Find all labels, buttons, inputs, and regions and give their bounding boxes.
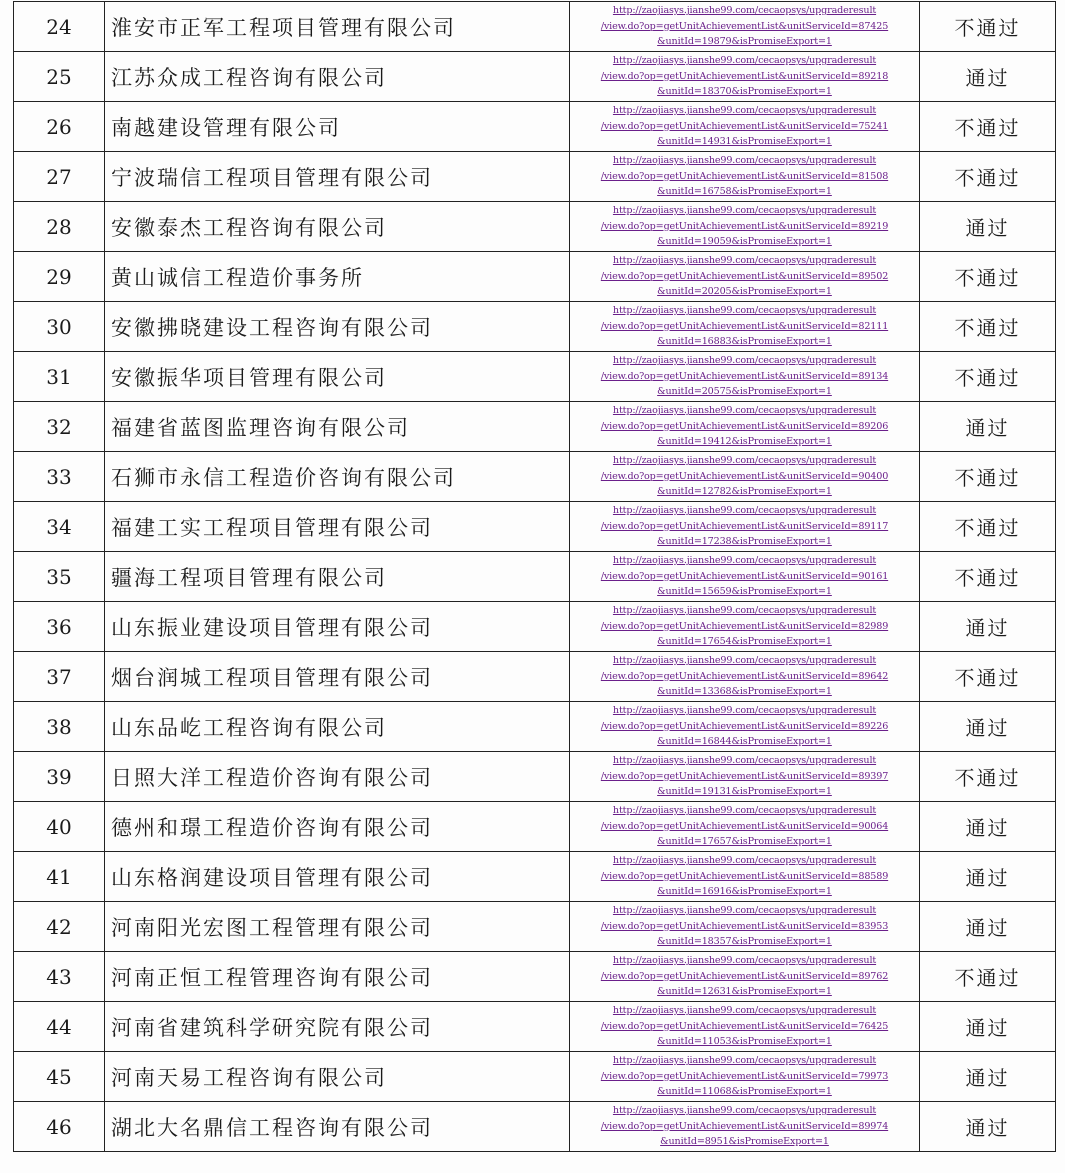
achievement-link-line[interactable]: &unitId=13368&isPromiseExport=1 xyxy=(657,686,832,698)
achievement-link[interactable] xyxy=(570,352,920,402)
company-name: 南越建设管理有限公司 xyxy=(105,102,570,152)
achievement-link-line[interactable]: http://zaojiasys.jianshe99.com/cecaopsys/upgraderesult xyxy=(612,105,877,117)
achievement-link-line[interactable]: http://zaojiasys.jianshe99.com/cecaopsys/upgraderesult xyxy=(612,405,877,417)
achievement-link-line[interactable]: http://zaojiasys.jianshe99.com/cecaopsys/upgraderesult xyxy=(612,1005,877,1017)
achievement-link-line[interactable]: &unitId=19131&isPromiseExport=1 xyxy=(657,786,832,798)
review-result: 不通过 xyxy=(920,302,1056,352)
achievement-link[interactable] xyxy=(570,152,920,202)
review-result: 不通过 xyxy=(920,652,1056,702)
achievement-link[interactable] xyxy=(570,952,920,1002)
row-number: 37 xyxy=(14,652,105,702)
achievement-link-line[interactable]: &unitId=12631&isPromiseExport=1 xyxy=(657,986,832,998)
row-number: 44 xyxy=(14,1002,105,1052)
achievement-link-line[interactable]: http://zaojiasys.jianshe99.com/cecaopsys/upgraderesult xyxy=(612,855,877,867)
review-result: 通过 xyxy=(920,402,1056,452)
achievement-link[interactable] xyxy=(570,1102,920,1152)
row-number: 34 xyxy=(14,502,105,552)
company-name: 山东品屹工程咨询有限公司 xyxy=(105,702,570,752)
table-row xyxy=(14,352,1056,402)
achievement-link-line[interactable]: &unitId=18370&isPromiseExport=1 xyxy=(657,86,832,98)
table-row xyxy=(14,252,1056,302)
company-name: 淮安市正军工程项目管理有限公司 xyxy=(105,2,570,52)
achievement-link[interactable] xyxy=(570,202,920,252)
row-number: 25 xyxy=(14,52,105,102)
achievement-link-line[interactable]: /view.do?op=getUnitAchievementList&unitServiceId=75241 xyxy=(600,120,889,132)
achievement-link-line[interactable]: http://zaojiasys.jianshe99.com/cecaopsys/upgraderesult xyxy=(612,605,877,617)
achievement-link-line[interactable]: http://zaojiasys.jianshe99.com/cecaopsys/upgraderesult xyxy=(612,55,877,67)
achievement-link-line[interactable]: http://zaojiasys.jianshe99.com/cecaopsys/upgraderesult xyxy=(612,755,877,767)
achievement-link[interactable] xyxy=(570,452,920,502)
table-row xyxy=(14,652,1056,702)
row-number: 46 xyxy=(14,1102,105,1152)
table-row xyxy=(14,202,1056,252)
achievement-link-line[interactable]: &unitId=17654&isPromiseExport=1 xyxy=(657,636,832,648)
row-number: 27 xyxy=(14,152,105,202)
achievement-link-line[interactable]: &unitId=16883&isPromiseExport=1 xyxy=(657,336,832,348)
results-table xyxy=(13,1,1056,1152)
achievement-link[interactable] xyxy=(570,1052,920,1102)
table-row xyxy=(14,152,1056,202)
achievement-link-line[interactable]: /view.do?op=getUnitAchievementList&unitServiceId=82989 xyxy=(600,620,889,632)
achievement-link[interactable] xyxy=(570,502,920,552)
row-number: 32 xyxy=(14,402,105,452)
row-number: 28 xyxy=(14,202,105,252)
review-result: 通过 xyxy=(920,802,1056,852)
table-row xyxy=(14,52,1056,102)
achievement-link-line[interactable]: &unitId=8951&isPromiseExport=1 xyxy=(660,1136,829,1148)
achievement-link[interactable] xyxy=(570,852,920,902)
achievement-link-line[interactable]: http://zaojiasys.jianshe99.com/cecaopsys/upgraderesult xyxy=(612,255,877,267)
row-number: 26 xyxy=(14,102,105,152)
achievement-link-line[interactable]: /view.do?op=getUnitAchievementList&unitServiceId=89219 xyxy=(600,220,889,232)
achievement-link-line[interactable]: http://zaojiasys.jianshe99.com/cecaopsys/upgraderesult xyxy=(612,305,877,317)
achievement-link-line[interactable]: http://zaojiasys.jianshe99.com/cecaopsys/upgraderesult xyxy=(612,505,877,517)
company-name: 河南天易工程咨询有限公司 xyxy=(105,1052,570,1102)
row-number: 43 xyxy=(14,952,105,1002)
achievement-link[interactable] xyxy=(570,602,920,652)
row-number: 40 xyxy=(14,802,105,852)
row-number: 45 xyxy=(14,1052,105,1102)
achievement-link-line[interactable]: /view.do?op=getUnitAchievementList&unitServiceId=90161 xyxy=(600,570,889,582)
row-number: 41 xyxy=(14,852,105,902)
company-name: 德州和璟工程造价咨询有限公司 xyxy=(105,802,570,852)
achievement-link[interactable] xyxy=(570,1002,920,1052)
review-result: 不通过 xyxy=(920,552,1056,602)
achievement-link-line[interactable]: http://zaojiasys.jianshe99.com/cecaopsys/upgraderesult xyxy=(612,1055,877,1067)
achievement-link[interactable] xyxy=(570,252,920,302)
achievement-link-line[interactable]: /view.do?op=getUnitAchievementList&unitServiceId=76425 xyxy=(600,1020,889,1032)
achievement-link-line[interactable]: /view.do?op=getUnitAchievementList&unitServiceId=90064 xyxy=(600,820,889,832)
achievement-link-line[interactable]: /view.do?op=getUnitAchievementList&unitServiceId=89226 xyxy=(600,720,889,732)
table-row xyxy=(14,2,1056,52)
achievement-link[interactable] xyxy=(570,102,920,152)
achievement-link-line[interactable]: &unitId=12782&isPromiseExport=1 xyxy=(657,486,832,498)
achievement-link-line[interactable]: http://zaojiasys.jianshe99.com/cecaopsys/upgraderesult xyxy=(612,905,877,917)
review-result: 通过 xyxy=(920,1002,1056,1052)
achievement-link-line[interactable]: /view.do?op=getUnitAchievementList&unitServiceId=87425 xyxy=(600,20,889,32)
achievement-link-line[interactable]: /view.do?op=getUnitAchievementList&unitServiceId=89218 xyxy=(600,70,889,82)
review-result: 不通过 xyxy=(920,2,1056,52)
achievement-link-line[interactable]: http://zaojiasys.jianshe99.com/cecaopsys/upgraderesult xyxy=(612,355,877,367)
achievement-link-line[interactable]: &unitId=16758&isPromiseExport=1 xyxy=(657,186,832,198)
achievement-link-line[interactable]: &unitId=16916&isPromiseExport=1 xyxy=(657,886,832,898)
row-number: 29 xyxy=(14,252,105,302)
review-result: 不通过 xyxy=(920,502,1056,552)
company-name: 江苏众成工程咨询有限公司 xyxy=(105,52,570,102)
review-result: 不通过 xyxy=(920,952,1056,1002)
company-name: 福建工实工程项目管理有限公司 xyxy=(105,502,570,552)
review-result: 通过 xyxy=(920,902,1056,952)
achievement-link-line[interactable]: &unitId=17657&isPromiseExport=1 xyxy=(657,836,832,848)
company-name: 河南省建筑科学研究院有限公司 xyxy=(105,1002,570,1052)
achievement-link-line[interactable]: http://zaojiasys.jianshe99.com/cecaopsys/upgraderesult xyxy=(612,705,877,717)
achievement-link-line[interactable]: &unitId=20575&isPromiseExport=1 xyxy=(657,386,832,398)
achievement-link-line[interactable]: /view.do?op=getUnitAchievementList&unitServiceId=89134 xyxy=(600,370,889,382)
achievement-link[interactable] xyxy=(570,902,920,952)
company-name: 日照大洋工程造价咨询有限公司 xyxy=(105,752,570,802)
table-row xyxy=(14,952,1056,1002)
achievement-link-line[interactable]: /view.do?op=getUnitAchievementList&unitServiceId=89397 xyxy=(600,770,889,782)
table-row xyxy=(14,402,1056,452)
achievement-link-line[interactable]: /view.do?op=getUnitAchievementList&unitServiceId=89762 xyxy=(600,970,889,982)
achievement-link-line[interactable]: &unitId=11068&isPromiseExport=1 xyxy=(657,1086,832,1098)
achievement-link-line[interactable]: http://zaojiasys.jianshe99.com/cecaopsys/upgraderesult xyxy=(612,455,877,467)
table-row xyxy=(14,752,1056,802)
table-row xyxy=(14,1102,1056,1152)
table-row xyxy=(14,802,1056,852)
achievement-link-line[interactable]: http://zaojiasys.jianshe99.com/cecaopsys/upgraderesult xyxy=(612,655,877,667)
review-result: 不通过 xyxy=(920,102,1056,152)
achievement-link-line[interactable]: &unitId=19412&isPromiseExport=1 xyxy=(657,436,832,448)
achievement-link-line[interactable]: /view.do?op=getUnitAchievementList&unitServiceId=89974 xyxy=(600,1120,889,1132)
review-result: 通过 xyxy=(920,602,1056,652)
achievement-link-line[interactable]: /view.do?op=getUnitAchievementList&unitServiceId=79973 xyxy=(600,1070,889,1082)
achievement-link[interactable] xyxy=(570,2,920,52)
achievement-link-line[interactable]: &unitId=11053&isPromiseExport=1 xyxy=(657,1036,832,1048)
achievement-link-line[interactable]: http://zaojiasys.jianshe99.com/cecaopsys/upgraderesult xyxy=(612,555,877,567)
company-name: 黄山诚信工程造价事务所 xyxy=(105,252,570,302)
company-name: 河南正恒工程管理咨询有限公司 xyxy=(105,952,570,1002)
review-result: 不通过 xyxy=(920,452,1056,502)
table-row xyxy=(14,852,1056,902)
achievement-link-line[interactable]: http://zaojiasys.jianshe99.com/cecaopsys/upgraderesult xyxy=(612,955,877,967)
review-result: 通过 xyxy=(920,702,1056,752)
review-result: 不通过 xyxy=(920,252,1056,302)
row-number: 36 xyxy=(14,602,105,652)
row-number: 30 xyxy=(14,302,105,352)
review-result: 通过 xyxy=(920,202,1056,252)
achievement-link-line[interactable]: http://zaojiasys.jianshe99.com/cecaopsys/upgraderesult xyxy=(612,5,877,17)
table-row xyxy=(14,302,1056,352)
table-row xyxy=(14,502,1056,552)
review-result: 不通过 xyxy=(920,152,1056,202)
results-table-body xyxy=(14,2,1056,1152)
row-number: 33 xyxy=(14,452,105,502)
achievement-link-line[interactable]: /view.do?op=getUnitAchievementList&unitServiceId=89642 xyxy=(600,670,889,682)
achievement-link[interactable] xyxy=(570,652,920,702)
achievement-link-line[interactable]: /view.do?op=getUnitAchievementList&unitServiceId=82111 xyxy=(600,320,889,332)
achievement-link-line[interactable]: &unitId=15659&isPromiseExport=1 xyxy=(657,586,832,598)
achievement-link-line[interactable]: /view.do?op=getUnitAchievementList&unitServiceId=89206 xyxy=(600,420,889,432)
achievement-link-line[interactable]: /view.do?op=getUnitAchievementList&unitServiceId=90400 xyxy=(600,470,889,482)
review-result: 不通过 xyxy=(920,352,1056,402)
review-result: 通过 xyxy=(920,852,1056,902)
review-result: 通过 xyxy=(920,1052,1056,1102)
achievement-link-line[interactable]: &unitId=19879&isPromiseExport=1 xyxy=(657,36,832,48)
achievement-link-line[interactable]: http://zaojiasys.jianshe99.com/cecaopsys/upgraderesult xyxy=(612,1105,877,1117)
table-row xyxy=(14,702,1056,752)
table-row xyxy=(14,1002,1056,1052)
row-number: 42 xyxy=(14,902,105,952)
achievement-link-line[interactable]: /view.do?op=getUnitAchievementList&unitServiceId=83953 xyxy=(600,920,889,932)
table-row xyxy=(14,552,1056,602)
achievement-link-line[interactable]: &unitId=18357&isPromiseExport=1 xyxy=(657,936,832,948)
review-result: 不通过 xyxy=(920,752,1056,802)
achievement-link[interactable] xyxy=(570,552,920,602)
company-name: 安徽振华项目管理有限公司 xyxy=(105,352,570,402)
achievement-link-line[interactable]: http://zaojiasys.jianshe99.com/cecaopsys/upgraderesult xyxy=(612,805,877,817)
row-number: 31 xyxy=(14,352,105,402)
achievement-link-line[interactable]: /view.do?op=getUnitAchievementList&unitServiceId=89502 xyxy=(600,270,889,282)
table-row xyxy=(14,452,1056,502)
company-name: 安徽拂晓建设工程咨询有限公司 xyxy=(105,302,570,352)
row-number: 39 xyxy=(14,752,105,802)
company-name: 烟台润城工程项目管理有限公司 xyxy=(105,652,570,702)
company-name: 湖北大名鼎信工程咨询有限公司 xyxy=(105,1102,570,1152)
table-row xyxy=(14,902,1056,952)
row-number: 24 xyxy=(14,2,105,52)
achievement-link[interactable] xyxy=(570,752,920,802)
achievement-link-line[interactable]: /view.do?op=getUnitAchievementList&unitServiceId=81508 xyxy=(600,170,889,182)
review-result: 通过 xyxy=(920,1102,1056,1152)
achievement-link-line[interactable]: /view.do?op=getUnitAchievementList&unitServiceId=89117 xyxy=(600,520,889,532)
table-row xyxy=(14,602,1056,652)
achievement-link[interactable] xyxy=(570,402,920,452)
row-number: 38 xyxy=(14,702,105,752)
table-row xyxy=(14,102,1056,152)
achievement-link[interactable] xyxy=(570,302,920,352)
company-name: 石狮市永信工程造价咨询有限公司 xyxy=(105,452,570,502)
achievement-link[interactable] xyxy=(570,802,920,852)
achievement-link-line[interactable]: http://zaojiasys.jianshe99.com/cecaopsys/upgraderesult xyxy=(612,155,877,167)
company-name: 福建省蓝图监理咨询有限公司 xyxy=(105,402,570,452)
achievement-link-line[interactable]: &unitId=20205&isPromiseExport=1 xyxy=(657,286,832,298)
review-result: 通过 xyxy=(920,52,1056,102)
achievement-link-line[interactable]: &unitId=19059&isPromiseExport=1 xyxy=(657,236,832,248)
row-number: 35 xyxy=(14,552,105,602)
achievement-link-line[interactable]: &unitId=16844&isPromiseExport=1 xyxy=(657,736,832,748)
achievement-link-line[interactable]: &unitId=14931&isPromiseExport=1 xyxy=(657,136,832,148)
company-name: 山东振业建设项目管理有限公司 xyxy=(105,602,570,652)
company-name: 疆海工程项目管理有限公司 xyxy=(105,552,570,602)
table-row xyxy=(14,1052,1056,1102)
achievement-link-line[interactable]: &unitId=17238&isPromiseExport=1 xyxy=(657,536,832,548)
company-name: 河南阳光宏图工程管理有限公司 xyxy=(105,902,570,952)
company-name: 山东格润建设项目管理有限公司 xyxy=(105,852,570,902)
company-name: 安徽泰杰工程咨询有限公司 xyxy=(105,202,570,252)
company-name: 宁波瑞信工程项目管理有限公司 xyxy=(105,152,570,202)
achievement-link-line[interactable]: /view.do?op=getUnitAchievementList&unitServiceId=88589 xyxy=(600,870,889,882)
achievement-link[interactable] xyxy=(570,52,920,102)
achievement-link[interactable] xyxy=(570,702,920,752)
achievement-link-line[interactable]: http://zaojiasys.jianshe99.com/cecaopsys/upgraderesult xyxy=(612,205,877,217)
